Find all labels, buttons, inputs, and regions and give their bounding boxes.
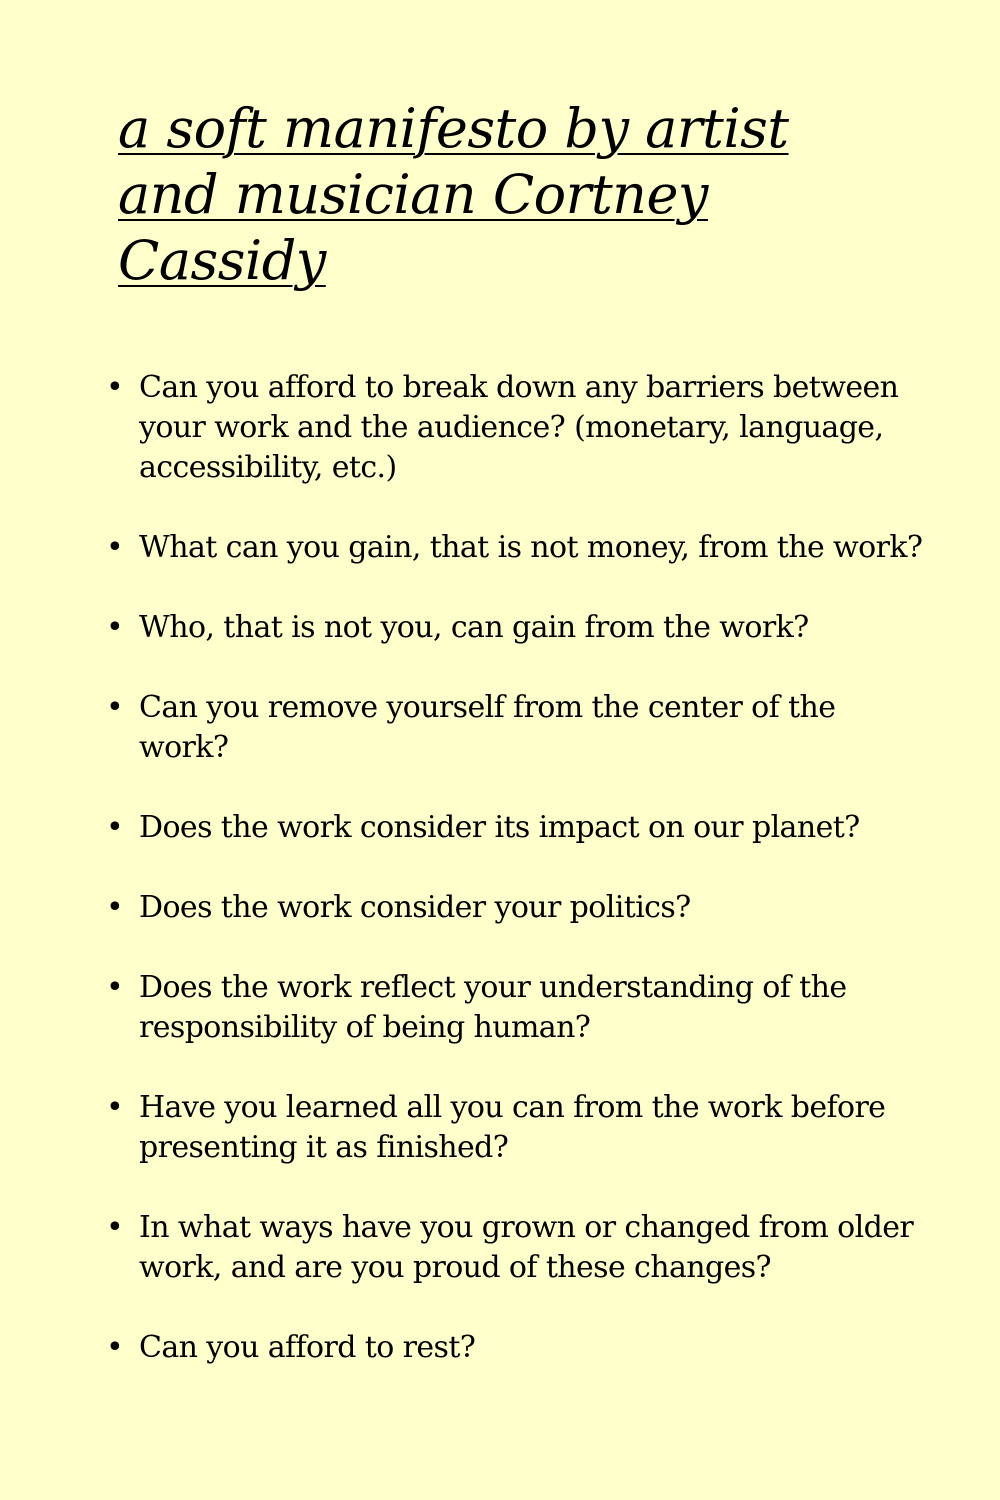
list-item xyxy=(0,808,1000,848)
list-item xyxy=(0,1088,1000,1168)
bullet-icon: • xyxy=(106,690,124,725)
question-list xyxy=(0,368,1000,1408)
question-text: Does the work consider its impact on our planet? xyxy=(139,810,860,845)
list-item xyxy=(0,368,1000,488)
question-text: Can you afford to break down any barriers between your work and the audience? (monetary, language, accessibility, etc.) xyxy=(139,370,899,485)
bullet-icon: • xyxy=(106,370,124,405)
list-item xyxy=(0,528,1000,568)
list-item xyxy=(0,888,1000,928)
list-item xyxy=(0,688,1000,768)
question-text: Can you afford to rest? xyxy=(139,1330,476,1365)
bullet-icon: • xyxy=(106,810,124,845)
question-text: Can you remove yourself from the center of the work? xyxy=(139,690,836,765)
bullet-icon: • xyxy=(106,1330,124,1365)
question-text: Does the work consider your politics? xyxy=(139,890,691,925)
question-text: Does the work reflect your understanding of the responsibility of being human? xyxy=(139,970,847,1045)
bullet-icon: • xyxy=(106,1090,124,1125)
page-title: a soft manifesto by artist and musician Cortney Cassidy xyxy=(118,97,789,292)
question-text: Have you learned all you can from the work before presenting it as finished? xyxy=(139,1090,886,1165)
question-text: In what ways have you grown or changed from older work, and are you proud of these changes? xyxy=(139,1210,914,1285)
bullet-icon: • xyxy=(106,1210,124,1245)
question-text: Who, that is not you, can gain from the work? xyxy=(139,610,809,645)
bullet-icon: • xyxy=(106,890,124,925)
list-item xyxy=(0,1208,1000,1288)
list-item xyxy=(0,1328,1000,1368)
list-item xyxy=(0,968,1000,1048)
question-text: What can you gain, that is not money, from the work? xyxy=(139,530,923,565)
bullet-icon: • xyxy=(106,610,124,645)
bullet-icon: • xyxy=(106,530,124,565)
list-item xyxy=(0,608,1000,648)
bullet-icon: • xyxy=(106,970,124,1005)
